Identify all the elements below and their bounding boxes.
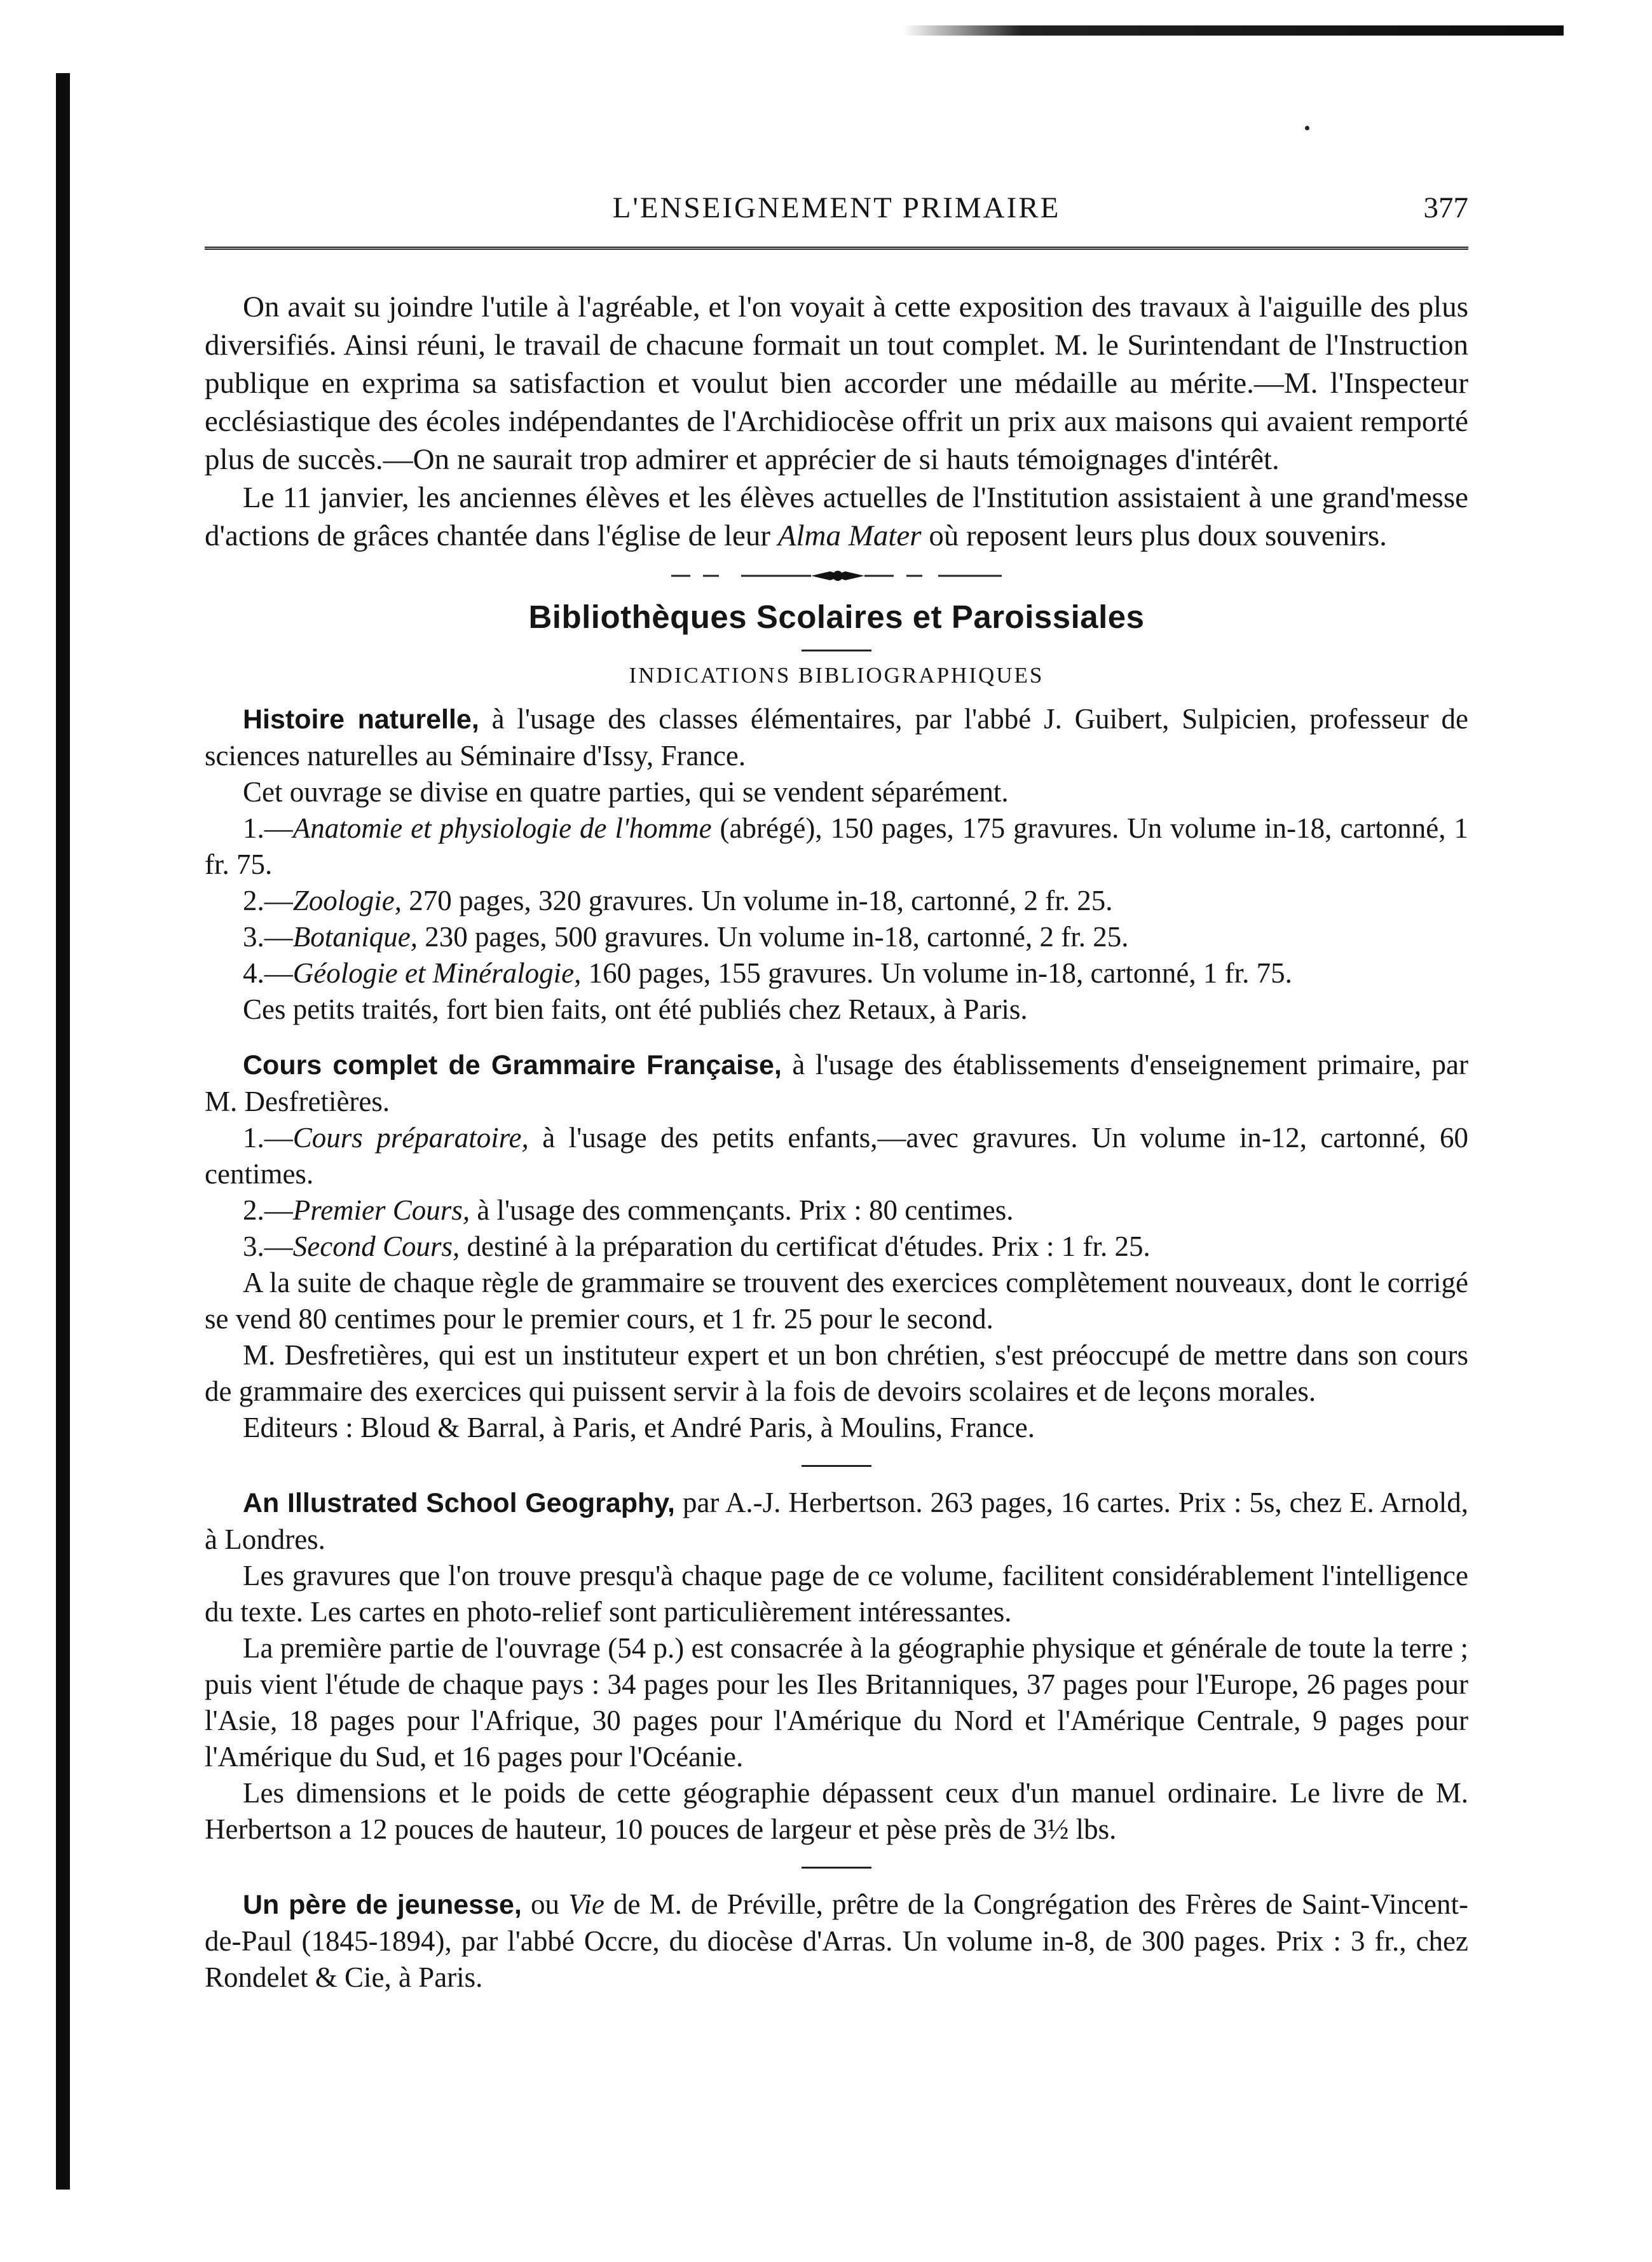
list-item: [205, 883, 1468, 919]
item-title: Second Cours,: [292, 1230, 460, 1262]
entry-title: An Illustrated School Geography,: [243, 1488, 675, 1518]
section-subheading: INDICATIONS BIBLIOGRAPHIQUES: [629, 663, 1044, 688]
intro-p2-end: où reposent leurs plus doux souvenirs.: [921, 519, 1387, 552]
entry-paragraph: Les gravures que l'on trouve presqu'à chaque page de ce volume, facilitent considérablement l'intelligence du texte. Les cartes en photo-relief sont particulièrement intéressantes.: [205, 1560, 1468, 1628]
entry-grammaire: [205, 1047, 1468, 1446]
entry-paragraph: M. Desfretières, qui est un instituteur expert et un bon chrétien, s'est préoccupé de mettre dans son cours de grammaire des exercices qui puissent servir à la fois de devoirs scolaires et de leçons morales.: [205, 1339, 1468, 1407]
page-number: 377: [1423, 191, 1468, 224]
item-number: 2.—: [243, 1194, 293, 1226]
entry-separator: [802, 1465, 871, 1467]
item-number: 3.—: [243, 921, 293, 953]
entry-paragraph: La première partie de l'ouvrage (54 p.) est consacrée à la géographie physique et générale de toute la terre ; puis vient l'étude de chaque pays : 34 pages pour les Iles Britanniques, 37 pages pour l'Europe, 26 pages pour l'Asie, 18 pages pour l'Afrique, 30 pages pour l'Amérique du Nord et l'Amérique Centrale, 9 pages pour l'Amérique du Sud, et 16 pages pour l'Océanie.: [205, 1632, 1468, 1773]
item-number: 4.—: [243, 957, 293, 989]
running-head: [205, 184, 1468, 242]
intro-paragraph-1: On avait su joindre l'utile à l'agréable, et l'on voyait à cette exposition des travaux à l'aiguille des plus diversifiés. Ainsi réuni, le travail de chacune formait un tout complet. M. le Surintendant de l'Instruction publique en exprima sa satisfaction et voulut bien accorder une médaille au mérite.—M. l'Inspecteur ecclésiastique des écoles indépendantes de l'Archidiocèse offrit un prix aux maisons qui avaient remporté plus de succès.—On ne saurait trop admirer et apprécier de si hauts témoignages d'intérêt.: [205, 290, 1468, 476]
entry-paragraph: Editeurs : Bloud & Barral, à Paris, et André Paris, à Moulins, France.: [243, 1412, 1035, 1443]
item-details: destiné à la préparation du certificat d'études. Prix : 1 fr. 25.: [460, 1230, 1150, 1262]
entry-connector: ou: [521, 1888, 569, 1920]
item-details: à l'usage des commençants. Prix : 80 centimes.: [470, 1194, 1014, 1226]
scan-top-edge: [903, 25, 1564, 36]
intro-p2-italic: Alma Mater: [777, 519, 922, 552]
entry-description: à l'usage des établissements d'enseignement primaire, par M. Desfretières.: [205, 1049, 1468, 1117]
list-item: [205, 1192, 1468, 1229]
entry-title: Un père de jeunesse,: [243, 1890, 522, 1920]
list-item: [205, 810, 1468, 883]
entry-description: à l'usage des classes élémentaires, par l'abbé J. Guibert, Sulpicien, professeur de sciences naturelles au Séminaire d'Issy, France.: [205, 703, 1468, 772]
entry-heading: [205, 1047, 1468, 1120]
section-title: Bibliothèques Scolaires et Paroissiales: [528, 599, 1145, 635]
entry-italic: Vie: [568, 1888, 604, 1920]
item-title: Géologie et Minéralogie,: [292, 957, 582, 989]
scan-binding-edge: [56, 73, 70, 2190]
intro-text: [205, 288, 1468, 555]
list-item: [205, 955, 1468, 991]
page: [205, 184, 1468, 2015]
entry-heading: [205, 1886, 1468, 1996]
list-item: [205, 1120, 1468, 1192]
entry-paragraph: A la suite de chaque règle de grammaire se trouvent des exercices complètement nouveaux, dont le corrigé se vend 80 centimes pour le premier cours, et 1 fr. 25 pour le second.: [205, 1267, 1468, 1335]
item-title: Premier Cours,: [292, 1194, 470, 1226]
entry-heading: [205, 1485, 1468, 1558]
list-item: [205, 919, 1468, 955]
item-details: à l'usage des petits enfants,—avec gravures. Un volume in-12, cartonné, 60 centimes.: [205, 1122, 1469, 1190]
entry-histoire-naturelle: [205, 701, 1468, 1028]
item-title: Zoologie,: [292, 885, 402, 916]
running-title: L'ENSEIGNEMENT PRIMAIRE: [612, 191, 1061, 224]
entry-description: de M. de Préville, prêtre de la Congrégation des Frères de Saint-Vincent-de-Paul (1845-1894), par l'abbé Occre, du diocèse d'Arras. Un volume in-8, de 300 pages. Prix : 3 fr., chez Rondelet & Cie, à Paris.: [205, 1888, 1469, 1993]
item-details: 270 pages, 320 gravures. Un volume in-18, cartonné, 2 fr. 25.: [402, 885, 1113, 916]
item-title: Anatomie et physiologie de l'homme: [292, 812, 712, 844]
entry-description: par A.-J. Herbertson. 263 pages, 16 cartes. Prix : 5s, chez E. Arnold, à Londres.: [205, 1487, 1469, 1555]
entry-title: Cours complet de Grammaire Française,: [243, 1050, 782, 1080]
item-title: Botanique,: [292, 921, 418, 953]
entry-title: Histoire naturelle,: [243, 704, 479, 735]
title-rule: [802, 650, 871, 651]
intro-p2-start: Le 11 janvier, les anciennes élèves et les élèves actuelles de l'Institution assistaient à une grand'messe d'actions de grâces chantée dans l'église de leur: [205, 481, 1468, 552]
scan-speck: [1305, 126, 1309, 130]
item-number: 3.—: [243, 1230, 293, 1262]
section-ornament: [671, 569, 1002, 583]
entry-separator: [802, 1867, 871, 1869]
entry-paragraph: Cet ouvrage se divise en quatre parties, qui se vendent séparément.: [243, 776, 1009, 808]
list-item: [205, 1229, 1468, 1265]
item-details: (abrégé), 150 pages, 175 gravures. Un volume in-18, cartonné, 1 fr. 75.: [205, 812, 1468, 880]
item-details: 230 pages, 500 gravures. Un volume in-18, cartonné, 2 fr. 25.: [417, 921, 1129, 953]
entry-geography: [205, 1485, 1468, 1848]
item-number: 1.—: [243, 1122, 293, 1154]
header-rule: [205, 247, 1468, 250]
item-number: 2.—: [243, 885, 293, 916]
entry-heading: [205, 701, 1468, 774]
item-number: 1.—: [243, 812, 293, 844]
entry-paragraph: Ces petits traités, fort bien faits, ont été publiés chez Retaux, à Paris.: [243, 993, 1028, 1025]
item-details: 160 pages, 155 gravures. Un volume in-18, cartonné, 1 fr. 75.: [581, 957, 1292, 989]
entry-paragraph: Les dimensions et le poids de cette géographie dépassent ceux d'un manuel ordinaire. Le livre de M. Herbertson a 12 pouces de hauteur, 10 pouces de largeur et pèse près de 3½ lbs.: [205, 1777, 1468, 1845]
entry-pere-de-jeunesse: [205, 1886, 1468, 1996]
item-title: Cours préparatoire,: [292, 1122, 529, 1154]
intro-paragraph-2: [205, 479, 1468, 555]
